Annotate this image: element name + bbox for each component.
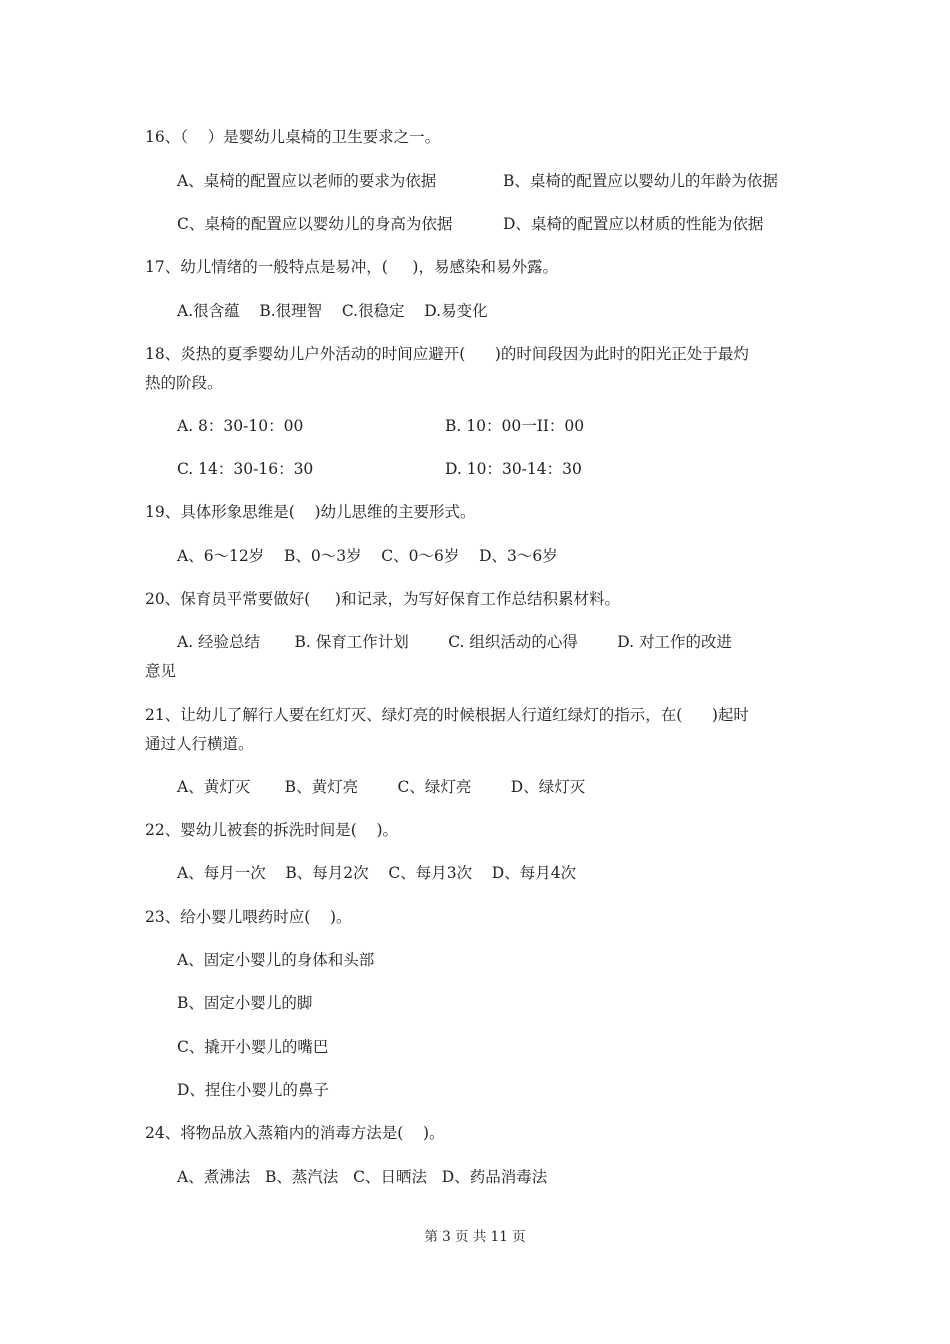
page-number-footer: 第 3 页 共 11 页: [424, 1229, 526, 1245]
question-19-stem: 19、具体形象思维是( )幼儿思维的主要形式。: [145, 503, 476, 521]
question-23-option-a: A、固定小婴儿的身体和头部: [177, 951, 375, 969]
question-18-option-d: D. 10：30-14：30: [445, 460, 582, 478]
question-16-option-d: D、桌椅的配置应以材质的性能为依据: [503, 215, 764, 233]
question-22-stem: 22、婴幼儿被套的拆洗时间是( )。: [145, 821, 399, 839]
question-24-options: A、煮沸法 B、蒸汽法 C、日晒法 D、药品消毒法: [177, 1168, 548, 1186]
question-21-stem-line-1: 21、让幼儿了解行人要在红灯灭、绿灯亮的时候根据人行道红绿灯的指示，在( )起时: [145, 706, 749, 724]
question-17-options: A.很含蕴 B.很理智 C.很稳定 D.易变化: [177, 302, 488, 320]
question-23-stem: 23、给小婴儿喂药时应( )。: [145, 908, 352, 926]
question-18-option-b: B. 10：00一II：00: [445, 417, 585, 435]
question-21-options: A、黄灯灭 B、黄灯亮 C、绿灯亮 D、绿灯灭: [177, 778, 586, 796]
question-21-stem-line-2: 通过人行横道。: [145, 735, 254, 753]
question-23-option-d: D、捏住小婴儿的鼻子: [177, 1081, 329, 1099]
question-20-options: A. 经验总结 B. 保育工作计划 C. 组织活动的心得 D. 对工作的改进: [177, 633, 733, 651]
question-18-option-a: A. 8：30-10：00: [177, 417, 304, 435]
question-17-stem: 17、幼儿情绪的一般特点是易冲，( )，易感染和易外露。: [145, 258, 558, 276]
question-20-options-continued: 意见: [145, 662, 177, 680]
question-16-stem: 16、（ ）是婴幼儿桌椅的卫生要求之一。: [145, 128, 441, 146]
question-22-options: A、每月一次 B、每月2次 C、每月3次 D、每月4次: [177, 864, 577, 882]
question-20-stem: 20、保育员平常要做好( )和记录，为写好保育工作总结积累材料。: [145, 590, 620, 608]
question-23-option-b: B、固定小婴儿的脚: [177, 994, 313, 1012]
question-16-option-a: A、桌椅的配置应以老师的要求为依据: [177, 172, 437, 190]
question-18-stem-line-2: 热的阶段。: [145, 374, 223, 392]
question-23-option-c: C、撬开小婴儿的嘴巴: [177, 1038, 329, 1056]
question-16-option-c: C、桌椅的配置应以婴幼儿的身高为依据: [177, 215, 453, 233]
question-24-stem: 24、将物品放入蒸箱内的消毒方法是( )。: [145, 1124, 445, 1142]
question-19-options: A、6～12岁 B、0～3岁 C、0～6岁 D、3～6岁: [177, 547, 558, 565]
question-16-option-b: B、桌椅的配置应以婴幼儿的年龄为依据: [503, 172, 778, 190]
question-18-option-c: C. 14：30-16：30: [177, 460, 314, 478]
question-18-stem-line-1: 18、炎热的夏季婴幼儿户外活动的时间应避开( )的时间段因为此时的阳光正处于最灼: [145, 345, 749, 363]
